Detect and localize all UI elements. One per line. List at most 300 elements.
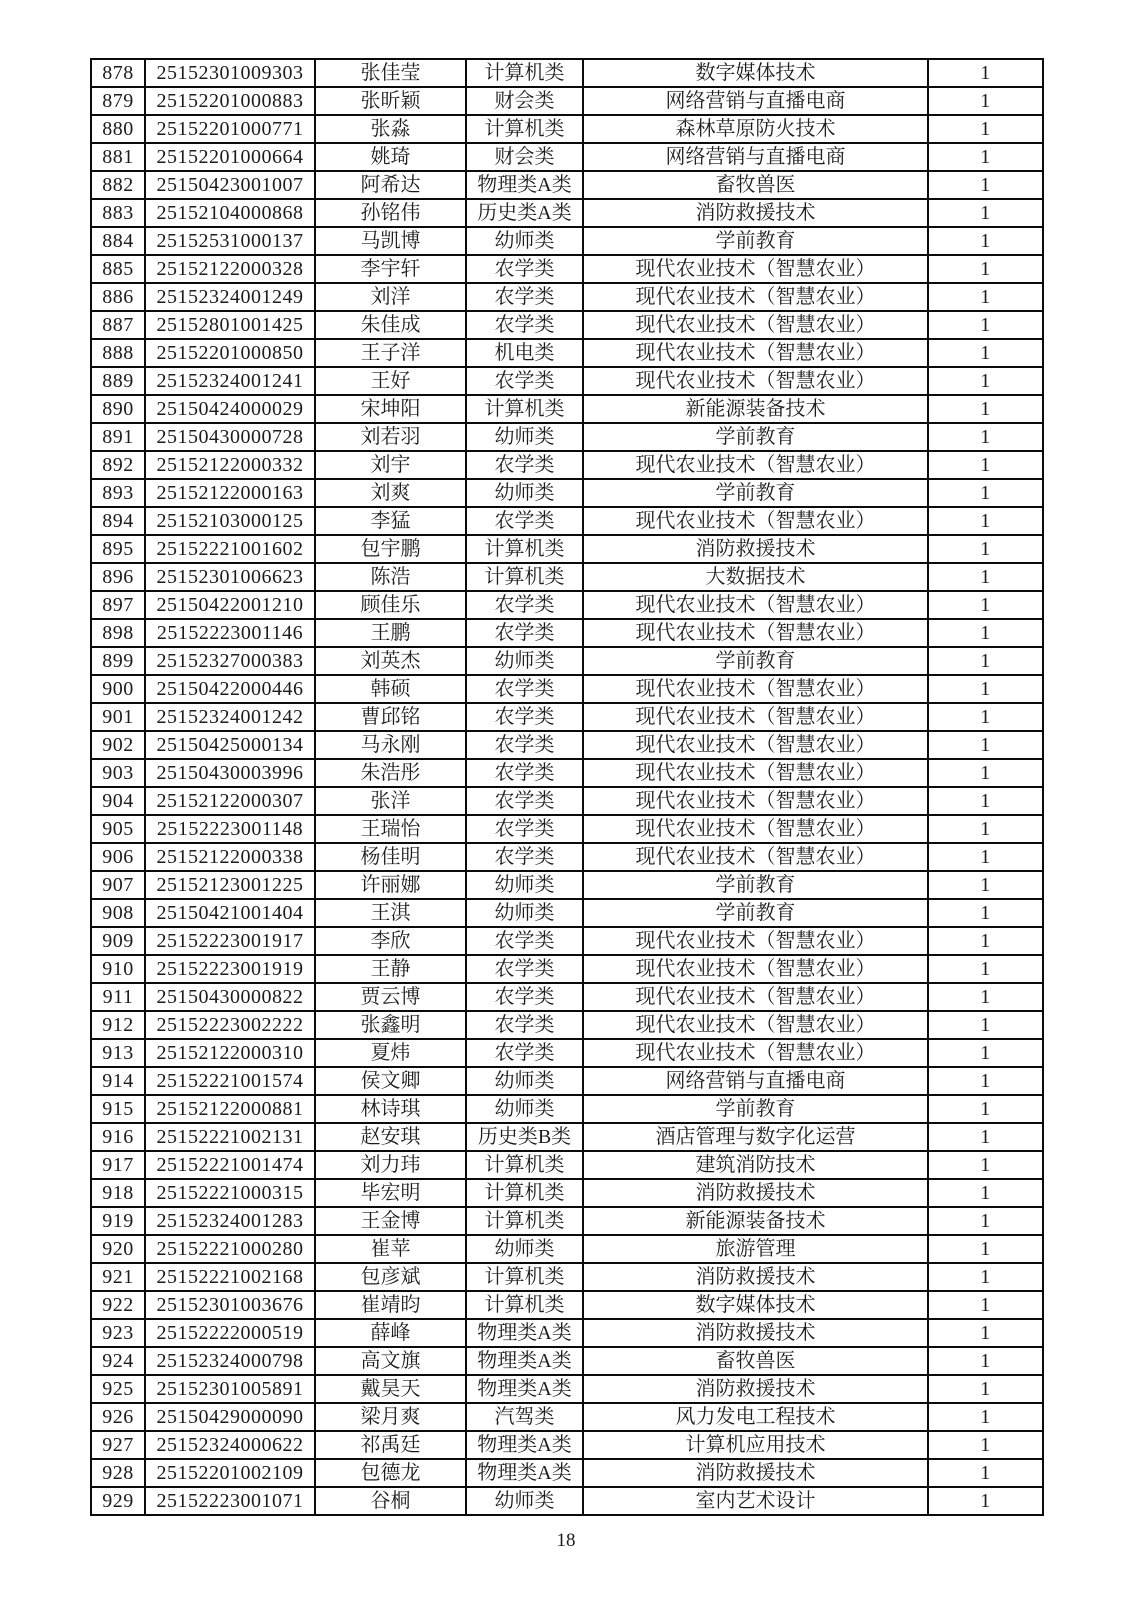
cell-count: 1 <box>928 115 1043 143</box>
cell-name: 崔苹 <box>315 1235 466 1263</box>
table-row <box>91 1431 1043 1459</box>
cell-exam-id: 25152201000883 <box>145 87 315 115</box>
table-row <box>91 255 1043 283</box>
cell-count: 1 <box>928 339 1043 367</box>
cell-category: 农学类 <box>466 507 583 535</box>
cell-name: 包宇鹏 <box>315 535 466 563</box>
cell-category: 物理类A类 <box>466 1319 583 1347</box>
cell-no: 884 <box>91 227 145 255</box>
cell-count: 1 <box>928 1291 1043 1319</box>
cell-no: 902 <box>91 731 145 759</box>
cell-no: 911 <box>91 983 145 1011</box>
cell-major: 消防救援技术 <box>583 199 928 227</box>
cell-major: 消防救援技术 <box>583 1263 928 1291</box>
table-row <box>91 647 1043 675</box>
cell-major: 现代农业技术（智慧农业） <box>583 591 928 619</box>
table-row <box>91 871 1043 899</box>
cell-major: 现代农业技术（智慧农业） <box>583 1011 928 1039</box>
cell-count: 1 <box>928 899 1043 927</box>
table-row <box>91 1319 1043 1347</box>
cell-no: 925 <box>91 1375 145 1403</box>
cell-category: 幼师类 <box>466 1487 583 1515</box>
cell-category: 农学类 <box>466 255 583 283</box>
cell-exam-id: 25150430000822 <box>145 983 315 1011</box>
cell-no: 890 <box>91 395 145 423</box>
cell-category: 财会类 <box>466 87 583 115</box>
cell-category: 计算机类 <box>466 1291 583 1319</box>
cell-major: 现代农业技术（智慧农业） <box>583 451 928 479</box>
cell-name: 谷桐 <box>315 1487 466 1515</box>
cell-no: 928 <box>91 1459 145 1487</box>
cell-category: 计算机类 <box>466 1207 583 1235</box>
cell-count: 1 <box>928 1319 1043 1347</box>
cell-major: 现代农业技术（智慧农业） <box>583 759 928 787</box>
table-row <box>91 451 1043 479</box>
cell-no: 916 <box>91 1123 145 1151</box>
cell-name: 顾佳乐 <box>315 591 466 619</box>
cell-name: 马凯博 <box>315 227 466 255</box>
cell-category: 物理类A类 <box>466 1431 583 1459</box>
cell-major: 数字媒体技术 <box>583 59 928 87</box>
cell-major: 消防救援技术 <box>583 1319 928 1347</box>
cell-count: 1 <box>928 759 1043 787</box>
cell-category: 幼师类 <box>466 1095 583 1123</box>
table-row <box>91 59 1043 87</box>
cell-category: 财会类 <box>466 143 583 171</box>
cell-name: 马永刚 <box>315 731 466 759</box>
cell-count: 1 <box>928 1347 1043 1375</box>
cell-exam-id: 25152531000137 <box>145 227 315 255</box>
table-row <box>91 983 1043 1011</box>
cell-category: 计算机类 <box>466 59 583 87</box>
cell-major: 网络营销与直播电商 <box>583 1067 928 1095</box>
cell-major: 新能源装备技术 <box>583 395 928 423</box>
table-row <box>91 367 1043 395</box>
cell-exam-id: 25152122000332 <box>145 451 315 479</box>
cell-exam-id: 25152324001283 <box>145 1207 315 1235</box>
cell-exam-id: 25152122000163 <box>145 479 315 507</box>
cell-name: 侯文卿 <box>315 1067 466 1095</box>
cell-exam-id: 25152301005891 <box>145 1375 315 1403</box>
cell-count: 1 <box>928 787 1043 815</box>
cell-no: 904 <box>91 787 145 815</box>
cell-major: 现代农业技术（智慧农业） <box>583 283 928 311</box>
cell-name: 刘力玮 <box>315 1151 466 1179</box>
cell-exam-id: 25152221002168 <box>145 1263 315 1291</box>
cell-major: 现代农业技术（智慧农业） <box>583 1039 928 1067</box>
cell-exam-id: 25152103000125 <box>145 507 315 535</box>
cell-name: 张佳莹 <box>315 59 466 87</box>
table-row <box>91 227 1043 255</box>
cell-exam-id: 25152201000664 <box>145 143 315 171</box>
cell-no: 889 <box>91 367 145 395</box>
cell-count: 1 <box>928 87 1043 115</box>
cell-no: 926 <box>91 1403 145 1431</box>
cell-no: 919 <box>91 1207 145 1235</box>
cell-major: 计算机应用技术 <box>583 1431 928 1459</box>
cell-category: 幼师类 <box>466 899 583 927</box>
cell-count: 1 <box>928 955 1043 983</box>
cell-name: 高文旗 <box>315 1347 466 1375</box>
cell-name: 王瑞怡 <box>315 815 466 843</box>
cell-no: 887 <box>91 311 145 339</box>
cell-no: 899 <box>91 647 145 675</box>
table-row <box>91 955 1043 983</box>
table-row <box>91 1179 1043 1207</box>
cell-category: 农学类 <box>466 451 583 479</box>
cell-exam-id: 25152221002131 <box>145 1123 315 1151</box>
cell-no: 886 <box>91 283 145 311</box>
cell-count: 1 <box>928 563 1043 591</box>
table-row <box>91 1375 1043 1403</box>
cell-major: 畜牧兽医 <box>583 1347 928 1375</box>
cell-exam-id: 25152223001071 <box>145 1487 315 1515</box>
cell-exam-id: 25150422000446 <box>145 675 315 703</box>
cell-category: 农学类 <box>466 619 583 647</box>
cell-category: 幼师类 <box>466 1067 583 1095</box>
cell-major: 现代农业技术（智慧农业） <box>583 507 928 535</box>
cell-no: 900 <box>91 675 145 703</box>
cell-no: 923 <box>91 1319 145 1347</box>
table-row <box>91 87 1043 115</box>
cell-no: 892 <box>91 451 145 479</box>
cell-exam-id: 25150429000090 <box>145 1403 315 1431</box>
cell-count: 1 <box>928 367 1043 395</box>
table-row <box>91 927 1043 955</box>
cell-count: 1 <box>928 395 1043 423</box>
cell-exam-id: 25152301003676 <box>145 1291 315 1319</box>
cell-category: 农学类 <box>466 787 583 815</box>
table-row <box>91 619 1043 647</box>
cell-exam-id: 25152201000771 <box>145 115 315 143</box>
cell-name: 李宇轩 <box>315 255 466 283</box>
table-row <box>91 759 1043 787</box>
cell-exam-id: 25152223001146 <box>145 619 315 647</box>
cell-exam-id: 25152222000519 <box>145 1319 315 1347</box>
cell-name: 祁禹廷 <box>315 1431 466 1459</box>
cell-major: 现代农业技术（智慧农业） <box>583 843 928 871</box>
cell-exam-id: 25152324000622 <box>145 1431 315 1459</box>
cell-name: 许丽娜 <box>315 871 466 899</box>
cell-name: 陈浩 <box>315 563 466 591</box>
cell-category: 机电类 <box>466 339 583 367</box>
cell-exam-id: 25152324000798 <box>145 1347 315 1375</box>
cell-count: 1 <box>928 1151 1043 1179</box>
cell-major: 旅游管理 <box>583 1235 928 1263</box>
table-row <box>91 787 1043 815</box>
table-row <box>91 143 1043 171</box>
table-row <box>91 199 1043 227</box>
cell-name: 王鹏 <box>315 619 466 647</box>
cell-name: 赵安琪 <box>315 1123 466 1151</box>
cell-no: 912 <box>91 1011 145 1039</box>
cell-count: 1 <box>928 199 1043 227</box>
cell-count: 1 <box>928 535 1043 563</box>
cell-name: 毕宏明 <box>315 1179 466 1207</box>
cell-exam-id: 25150423001007 <box>145 171 315 199</box>
cell-count: 1 <box>928 703 1043 731</box>
cell-count: 1 <box>928 1235 1043 1263</box>
cell-name: 刘宇 <box>315 451 466 479</box>
cell-name: 梁月爽 <box>315 1403 466 1431</box>
table-row <box>91 1459 1043 1487</box>
cell-name: 朱浩彤 <box>315 759 466 787</box>
cell-no: 896 <box>91 563 145 591</box>
roster-table-body <box>91 59 1043 1515</box>
cell-no: 909 <box>91 927 145 955</box>
cell-exam-id: 25152223001919 <box>145 955 315 983</box>
table-row <box>91 675 1043 703</box>
cell-category: 幼师类 <box>466 479 583 507</box>
cell-major: 学前教育 <box>583 479 928 507</box>
cell-exam-id: 25152123001225 <box>145 871 315 899</box>
cell-count: 1 <box>928 815 1043 843</box>
cell-no: 920 <box>91 1235 145 1263</box>
cell-category: 计算机类 <box>466 563 583 591</box>
cell-count: 1 <box>928 927 1043 955</box>
cell-no: 927 <box>91 1431 145 1459</box>
cell-category: 农学类 <box>466 283 583 311</box>
cell-count: 1 <box>928 983 1043 1011</box>
table-row <box>91 1067 1043 1095</box>
cell-category: 农学类 <box>466 703 583 731</box>
cell-name: 王静 <box>315 955 466 983</box>
cell-name: 夏炜 <box>315 1039 466 1067</box>
cell-no: 907 <box>91 871 145 899</box>
cell-category: 历史类A类 <box>466 199 583 227</box>
cell-no: 915 <box>91 1095 145 1123</box>
cell-major: 消防救援技术 <box>583 1375 928 1403</box>
cell-exam-id: 25150430003996 <box>145 759 315 787</box>
table-row <box>91 703 1043 731</box>
cell-exam-id: 25152301006623 <box>145 563 315 591</box>
table-row <box>91 311 1043 339</box>
cell-exam-id: 25152201002109 <box>145 1459 315 1487</box>
cell-count: 1 <box>928 1431 1043 1459</box>
cell-exam-id: 25152301009303 <box>145 59 315 87</box>
cell-exam-id: 25152221001574 <box>145 1067 315 1095</box>
cell-category: 汽驾类 <box>466 1403 583 1431</box>
cell-no: 905 <box>91 815 145 843</box>
cell-major: 森林草原防火技术 <box>583 115 928 143</box>
cell-name: 刘爽 <box>315 479 466 507</box>
cell-major: 学前教育 <box>583 899 928 927</box>
cell-exam-id: 25152324001242 <box>145 703 315 731</box>
cell-major: 室内艺术设计 <box>583 1487 928 1515</box>
table-row <box>91 1123 1043 1151</box>
cell-category: 计算机类 <box>466 1151 583 1179</box>
cell-category: 农学类 <box>466 731 583 759</box>
table-row <box>91 1263 1043 1291</box>
cell-major: 酒店管理与数字化运营 <box>583 1123 928 1151</box>
cell-category: 农学类 <box>466 843 583 871</box>
cell-count: 1 <box>928 283 1043 311</box>
table-row <box>91 1487 1043 1515</box>
cell-exam-id: 25152221001474 <box>145 1151 315 1179</box>
cell-category: 农学类 <box>466 983 583 1011</box>
cell-name: 崔靖昀 <box>315 1291 466 1319</box>
cell-exam-id: 25152221000280 <box>145 1235 315 1263</box>
cell-category: 计算机类 <box>466 115 583 143</box>
cell-major: 学前教育 <box>583 647 928 675</box>
cell-no: 917 <box>91 1151 145 1179</box>
cell-major: 学前教育 <box>583 1095 928 1123</box>
cell-exam-id: 25152104000868 <box>145 199 315 227</box>
cell-count: 1 <box>928 423 1043 451</box>
table-row <box>91 1403 1043 1431</box>
cell-category: 计算机类 <box>466 1179 583 1207</box>
cell-name: 王好 <box>315 367 466 395</box>
cell-name: 薛峰 <box>315 1319 466 1347</box>
cell-name: 林诗琪 <box>315 1095 466 1123</box>
cell-exam-id: 25152201000850 <box>145 339 315 367</box>
cell-no: 895 <box>91 535 145 563</box>
cell-count: 1 <box>928 507 1043 535</box>
cell-major: 新能源装备技术 <box>583 1207 928 1235</box>
cell-category: 计算机类 <box>466 535 583 563</box>
cell-count: 1 <box>928 1403 1043 1431</box>
cell-name: 张昕颖 <box>315 87 466 115</box>
cell-no: 897 <box>91 591 145 619</box>
table-row <box>91 815 1043 843</box>
table-row <box>91 507 1043 535</box>
cell-no: 922 <box>91 1291 145 1319</box>
cell-name: 王子洋 <box>315 339 466 367</box>
table-row <box>91 591 1043 619</box>
cell-major: 现代农业技术（智慧农业） <box>583 787 928 815</box>
table-row <box>91 1039 1043 1067</box>
cell-count: 1 <box>928 1487 1043 1515</box>
cell-name: 戴昊天 <box>315 1375 466 1403</box>
cell-category: 物理类A类 <box>466 1347 583 1375</box>
cell-category: 计算机类 <box>466 1263 583 1291</box>
cell-name: 杨佳明 <box>315 843 466 871</box>
cell-no: 910 <box>91 955 145 983</box>
cell-category: 农学类 <box>466 591 583 619</box>
table-row <box>91 1207 1043 1235</box>
cell-count: 1 <box>928 675 1043 703</box>
cell-exam-id: 25150424000029 <box>145 395 315 423</box>
cell-category: 农学类 <box>466 311 583 339</box>
cell-exam-id: 25152221001602 <box>145 535 315 563</box>
cell-no: 908 <box>91 899 145 927</box>
cell-exam-id: 25150430000728 <box>145 423 315 451</box>
table-row <box>91 479 1043 507</box>
cell-no: 878 <box>91 59 145 87</box>
table-row <box>91 423 1043 451</box>
cell-count: 1 <box>928 1123 1043 1151</box>
cell-count: 1 <box>928 871 1043 899</box>
table-row <box>91 1095 1043 1123</box>
cell-category: 幼师类 <box>466 227 583 255</box>
cell-category: 幼师类 <box>466 423 583 451</box>
cell-exam-id: 25152223001917 <box>145 927 315 955</box>
cell-major: 现代农业技术（智慧农业） <box>583 367 928 395</box>
cell-no: 906 <box>91 843 145 871</box>
cell-no: 901 <box>91 703 145 731</box>
cell-major: 建筑消防技术 <box>583 1151 928 1179</box>
cell-count: 1 <box>928 731 1043 759</box>
cell-major: 畜牧兽医 <box>583 171 928 199</box>
cell-no: 924 <box>91 1347 145 1375</box>
cell-major: 风力发电工程技术 <box>583 1403 928 1431</box>
cell-no: 885 <box>91 255 145 283</box>
cell-name: 张鑫明 <box>315 1011 466 1039</box>
cell-major: 现代农业技术（智慧农业） <box>583 339 928 367</box>
cell-major: 学前教育 <box>583 423 928 451</box>
cell-major: 现代农业技术（智慧农业） <box>583 927 928 955</box>
cell-name: 王淇 <box>315 899 466 927</box>
cell-name: 宋坤阳 <box>315 395 466 423</box>
cell-no: 918 <box>91 1179 145 1207</box>
table-row <box>91 899 1043 927</box>
cell-count: 1 <box>928 59 1043 87</box>
cell-count: 1 <box>928 619 1043 647</box>
cell-no: 913 <box>91 1039 145 1067</box>
cell-major: 网络营销与直播电商 <box>583 87 928 115</box>
cell-exam-id: 25152122000338 <box>145 843 315 871</box>
cell-name: 刘洋 <box>315 283 466 311</box>
cell-major: 消防救援技术 <box>583 1179 928 1207</box>
cell-category: 物理类A类 <box>466 1375 583 1403</box>
cell-major: 现代农业技术（智慧农业） <box>583 983 928 1011</box>
cell-no: 891 <box>91 423 145 451</box>
cell-count: 1 <box>928 647 1043 675</box>
cell-count: 1 <box>928 1095 1043 1123</box>
cell-count: 1 <box>928 843 1043 871</box>
table-row <box>91 339 1043 367</box>
cell-no: 880 <box>91 115 145 143</box>
cell-major: 消防救援技术 <box>583 535 928 563</box>
cell-no: 903 <box>91 759 145 787</box>
table-row <box>91 731 1043 759</box>
cell-name: 阿希达 <box>315 171 466 199</box>
table-row <box>91 171 1043 199</box>
cell-count: 1 <box>928 1207 1043 1235</box>
cell-category: 农学类 <box>466 1011 583 1039</box>
cell-major: 现代农业技术（智慧农业） <box>583 731 928 759</box>
cell-name: 李欣 <box>315 927 466 955</box>
cell-category: 幼师类 <box>466 647 583 675</box>
table-row <box>91 1011 1043 1039</box>
cell-category: 农学类 <box>466 955 583 983</box>
cell-name: 包德龙 <box>315 1459 466 1487</box>
cell-major: 现代农业技术（智慧农业） <box>583 675 928 703</box>
cell-count: 1 <box>928 1459 1043 1487</box>
cell-name: 张淼 <box>315 115 466 143</box>
cell-category: 农学类 <box>466 675 583 703</box>
cell-count: 1 <box>928 1039 1043 1067</box>
cell-major: 现代农业技术（智慧农业） <box>583 619 928 647</box>
cell-count: 1 <box>928 1011 1043 1039</box>
table-row <box>91 1151 1043 1179</box>
cell-exam-id: 25152122000310 <box>145 1039 315 1067</box>
cell-count: 1 <box>928 1067 1043 1095</box>
cell-category: 物理类A类 <box>466 1459 583 1487</box>
table-row <box>91 535 1043 563</box>
cell-major: 现代农业技术（智慧农业） <box>583 815 928 843</box>
table-row <box>91 843 1043 871</box>
cell-exam-id: 25152221000315 <box>145 1179 315 1207</box>
cell-category: 农学类 <box>466 759 583 787</box>
cell-no: 882 <box>91 171 145 199</box>
cell-major: 数字媒体技术 <box>583 1291 928 1319</box>
cell-name: 孙铭伟 <box>315 199 466 227</box>
cell-count: 1 <box>928 1263 1043 1291</box>
cell-count: 1 <box>928 591 1043 619</box>
admission-roster-table <box>90 58 1044 1516</box>
table-row <box>91 395 1043 423</box>
